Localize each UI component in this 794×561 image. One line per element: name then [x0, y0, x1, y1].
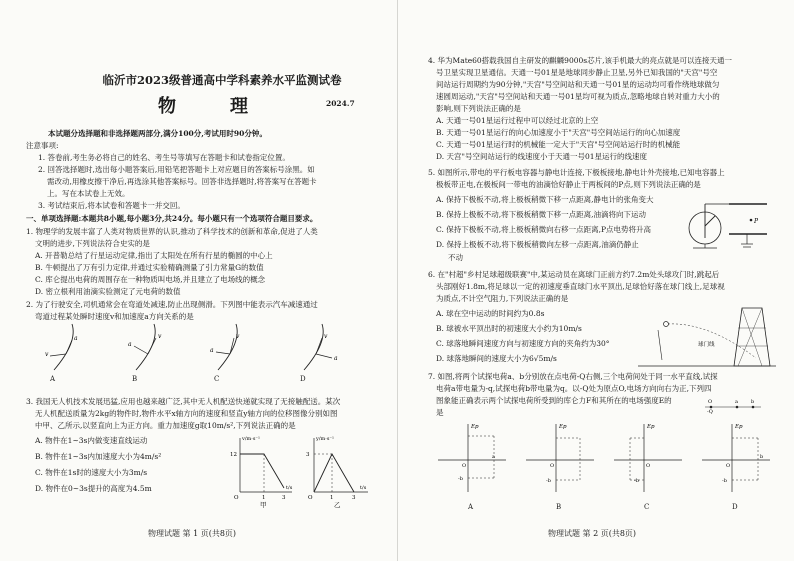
q2-label-a: A	[50, 375, 56, 383]
svg-text:v: v	[45, 351, 49, 358]
notes-title: 注意事项:	[26, 141, 59, 150]
q2-stem: 2. 为了行驶安全,司机通常会在弯道处减速,防止出现侧滑。下列图中能表示汽车减速通过	[26, 300, 318, 309]
svg-text:v: v	[236, 333, 240, 340]
svg-text:12: 12	[230, 452, 237, 458]
q4-stem: 号卫星实现卫星通信。天通一号01星是地球同步静止卫星,另外已知我国的"天宫"号空	[436, 68, 718, 77]
q1-option-a: A. 开普勒总结了行星运动定律,指出了太阳处在所有行星的椭圆的中心上	[35, 251, 273, 260]
q6-stem: 头部刚好1.8m,将足球以一定的初速度垂直球门水平顶出,足球恰好落在球门线上,足球视	[436, 282, 725, 291]
note-line: 上。写在本试卷上无效。	[47, 189, 130, 198]
q4-option-d: D. 天宫"号空间站运行的线速度小于天通一号01星运行的线速度	[436, 152, 648, 161]
svg-text:a: a	[128, 341, 132, 348]
q6-stem: 为质点,不计空气阻力,下列说法正确的是	[436, 294, 569, 303]
svg-text:乙: 乙	[334, 501, 341, 509]
intro-text: 本试题分选择题和非选择题两部分,满分100分,考试用时90分钟。	[48, 129, 267, 138]
q7-stem: 是	[436, 408, 444, 417]
q4-stem: 4. 华为Mate60搭载我国自主研发的麒麟9000s芯片,该手机最大的亮点就是可以连接天通一	[428, 56, 733, 65]
svg-text:Ep: Ep	[471, 424, 479, 430]
svg-text:a: a	[735, 399, 738, 405]
svg-text:球门线: 球门线	[698, 342, 715, 348]
svg-text:a: a	[492, 454, 495, 460]
q2-diagram-c	[210, 324, 240, 370]
q7-stem: 7. 如图,将两个试探电荷a、b分别放在点电荷-Q右侧,三个电荷间处于同一水平直线,试探	[428, 372, 718, 381]
svg-text:O: O	[308, 495, 313, 501]
svg-text:t/s: t/s	[360, 485, 367, 491]
note-line: 2. 回答选择题时,选出每小题答案后,用铅笔把答题卡上对应题目的答案标号涂黑。如	[38, 165, 315, 174]
q1-stem: 1. 物理学的发展丰富了人类对物质世界的认识,推动了科学技术的创新和革命,促进了人类	[26, 227, 318, 236]
svg-text:O: O	[462, 463, 467, 469]
q3-stem: 无人机配送质量为2kg的物件时,物件水平x轴方向的速度和竖直y轴方向的位移图像分别如图	[35, 409, 338, 418]
svg-text:Ep: Ep	[647, 424, 655, 430]
q2-label-d: D	[300, 375, 306, 383]
q1-option-b: B. 牛顿提出了万有引力定律,并通过实验精确测量了引力常量G的数值	[35, 263, 264, 272]
q3-option-b: B. 物件在1~3s内加速度大小为4m/s²	[35, 452, 162, 461]
svg-text:y/m·s⁻¹: y/m·s⁻¹	[316, 436, 335, 442]
svg-text:O: O	[234, 495, 239, 501]
q7-stem: 图象能正确表示两个试探电荷所受到的库仑力F和其所在的电场强度E的	[436, 396, 672, 405]
q4-stem: 速圆周运动,"天宫"号空间站和天通一号01星均可视为质点,忽略地球自转对重力大小的	[436, 92, 720, 101]
q5-option-b: B. 保持上极板不动,将下极板稍微下移一点距离,油滴将向下运动	[436, 210, 647, 219]
q6-option-d: D. 球落地瞬间的速度大小为6√5m/s	[436, 354, 557, 363]
q2-label-b: B	[132, 375, 138, 383]
q7-label-c: C	[644, 503, 650, 511]
page-footer: 物理试题 第 2 页(共8页)	[548, 529, 637, 538]
q3-stem: 3. 我国无人机技术发展迅猛,应用也越来越广泛,其中无人机配送快递就实现了无接触配送。某次	[26, 397, 341, 406]
svg-text:a: a	[74, 335, 78, 342]
q7-graph-d	[702, 424, 770, 492]
q2-curve-diagrams	[36, 322, 376, 372]
svg-text:3: 3	[352, 495, 356, 501]
q3-option-d: D. 物件在0~3s提升的高度为4.5m	[35, 484, 152, 493]
q3-option-c: C. 物件在1s时的速度大小为3m/s	[35, 468, 148, 477]
note-line: 3. 考试结束后,将本试卷和答题卡一并交回。	[38, 201, 185, 210]
subject-title: 物 理	[158, 96, 266, 117]
svg-text:O: O	[726, 463, 731, 469]
q2-diagram-a	[45, 324, 78, 370]
section-heading: 一、单项选择题:本题共8小题,每小题3分,共24分。每小题只有一个选项符合题目要求。	[26, 214, 318, 223]
q6-option-c: C. 球落地瞬间速度方向与初速度方向的夹角约为30°	[436, 339, 610, 348]
q5-option-d: D. 保持上极板不动,将下极板稍微向左移一点距离,油滴仍静止	[436, 240, 639, 249]
q6-option-a: A. 球在空中运动的时间约为0.8s	[436, 309, 545, 318]
q7-label-d: D	[732, 503, 738, 511]
exam-title: 临沂市2023级普通高中学科素养水平监测试卷	[102, 73, 342, 87]
svg-text:3: 3	[282, 495, 286, 501]
svg-text:-Q: -Q	[707, 409, 713, 415]
q4-option-c: C. 天通一号01星运行时的机械能一定大于"天宫"号空间站运行时的机械能	[436, 140, 681, 149]
svg-text:a: a	[334, 355, 338, 362]
q2-diagram-b	[128, 324, 162, 370]
q5-option-c: C. 保持下极板不动,将上极板稍微向右移一点距离,P点电势将升高	[436, 225, 652, 234]
svg-text:1: 1	[262, 495, 266, 501]
svg-text:O: O	[646, 463, 651, 469]
q2-diagram-d	[304, 324, 338, 370]
svg-text:t/s: t/s	[286, 485, 293, 491]
q7-label-b: B	[556, 503, 562, 511]
q6-goal-diagram	[638, 300, 778, 372]
svg-text:O: O	[550, 463, 555, 469]
svg-text:v/m·s⁻¹: v/m·s⁻¹	[242, 436, 261, 442]
q7-graph-c	[614, 424, 682, 492]
svg-text:b: b	[760, 454, 764, 460]
q4-option-a: A. 天通一号01星运行过程中可以经过北京的上空	[436, 116, 599, 125]
svg-text:a: a	[210, 347, 214, 354]
svg-text:3: 3	[306, 452, 310, 458]
q7-graphs	[430, 420, 780, 500]
q3-graph-yi	[306, 436, 368, 509]
svg-text:-b: -b	[634, 478, 639, 484]
q5-capacitor-diagram	[683, 190, 773, 260]
q2-label-c: C	[214, 375, 220, 383]
q1-option-d: D. 密立根利用油滴实验测定了元电荷的数值	[35, 287, 181, 296]
exam-page-2	[397, 0, 794, 561]
q5-option-a: A. 保持下极板不动,将上极板稍微下移一点距离,静电计的张角变大	[436, 195, 654, 204]
svg-text:-b: -b	[546, 478, 551, 484]
q4-option-b: B. 天通一号01星运行的向心加速度小于"天宫"号空间站运行的向心加速度	[436, 128, 681, 137]
svg-text:1: 1	[330, 495, 334, 501]
q4-stem: 间站运行周期约为90分钟,"天宫"号空间站和天通一号01星的运动均可看作绕地球做匀	[436, 80, 720, 89]
q3-option-a: A. 物件在1~3s内做变速直线运动	[35, 436, 148, 445]
q5-stem: 极板带正电,在极板间一带电的油滴恰好静止于两板间的P点,则下列说法正确的是	[436, 180, 701, 189]
q1-option-c: C. 库仑提出电荷的周围存在一种物质叫电场,并且建立了电场线的概念	[35, 275, 266, 284]
q5-option-d-cont: 不动	[448, 253, 463, 262]
q7-label-a: A	[468, 503, 474, 511]
q7-charge-line	[703, 397, 763, 413]
q3-graphs	[222, 432, 372, 509]
svg-text:P: P	[754, 218, 759, 225]
page-footer: 物理试题 第 1 页(共8页)	[148, 529, 237, 538]
q6-option-b: B. 球被水平顶出时的初速度大小约为10m/s	[436, 324, 582, 333]
exam-date: 2024.7	[326, 99, 355, 108]
svg-text:-b: -b	[722, 478, 727, 484]
q2-stem: 弯道过程某处瞬时速度v和加速度a方向关系的是	[35, 312, 194, 321]
q5-stem: 5. 如图所示,带电的平行板电容器与静电计连接,下极板接地,静电计外壳接地,已知电容器上	[428, 168, 725, 177]
q7-graph-a	[438, 424, 506, 492]
note-line: 需改动,用橡皮擦干净后,再选涂其他答案标号。回答非选择题时,将答案写在答题卡	[47, 177, 317, 186]
q6-stem: 6. 在"村超"乡村足球超级联赛"中,某运动员在离球门正前方约7.2m处头球攻门时,跳起后	[428, 270, 720, 279]
svg-text:b: b	[751, 399, 755, 405]
svg-text:甲: 甲	[260, 501, 267, 509]
svg-text:O: O	[708, 399, 713, 405]
svg-text:Ep: Ep	[559, 424, 567, 430]
svg-text:v: v	[324, 333, 328, 340]
q3-graph-jia	[230, 436, 293, 509]
q4-stem: 影响,则下列说法正确的是	[436, 104, 521, 113]
svg-text:v: v	[158, 333, 162, 340]
q3-stem: 中甲、乙所示,以竖直向上为正方向。重力加速度g取10m/s²,下列说法正确的是	[35, 421, 296, 430]
svg-text:-b: -b	[458, 476, 463, 482]
q1-stem: 文明的进步,下列说法符合史实的是	[35, 239, 150, 248]
svg-text:Ep: Ep	[735, 424, 743, 430]
q7-graph-b	[526, 424, 594, 492]
q7-stem: 电荷a带电量为-q,试探电荷b带电量为q。以-Q处为原点O,电场方向向右为正,下列四	[436, 384, 712, 393]
note-line: 1. 答卷前,考生务必将自己的姓名、考生号等填写在答题卡和试卷指定位置。	[38, 153, 290, 162]
